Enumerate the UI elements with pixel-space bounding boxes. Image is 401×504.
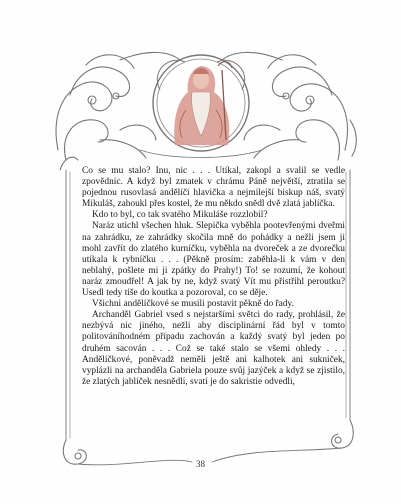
page-number: 38 (196, 459, 205, 469)
paragraph: Naráz utichl všechen hluk. Slepička vyběhla pootevřenými dveřmi na zahrádku, ze zahrádky skočila mně do pohádky a nežli jsem ji mohl zavřít do zlatého kurníčku, vyběhla na dvoreček a ze dvorečku utíkala k rybníčku . . . (Pěkně prosím: zaběhla-li k vám v den neblahý, pošlete mi ji zpátky do Prahy!) To! se rozumí, že kohout naráz zmoudřel! A jak by ne, když svatý Vít mu přistřihl peroutku? Usedl tedy tiše do koutka a pozoroval, co se děje. (82, 221, 345, 299)
body-text (82, 166, 345, 388)
paragraph: Co se mu stalo? Inu, nic . . . Utíkal, zakopl a svalil se vedle zpovědnic. A když byl zmatek v chrámu Páně největší, ztratila se pojednou rusovlasá andělíčí hlavička a nejmilejší biskup náš, svatý Mikuláš, zahoukl přes kostel, že mu někdo snědl dvě zlatá jablíčka. (82, 166, 345, 210)
saint-illustration (174, 62, 232, 145)
paragraph: Kdo to byl, co tak svatého Mikuláše rozzlobil? (92, 210, 268, 221)
paragraph: Všichni andělíčkové se musili postavit pěkně do řady. (92, 299, 294, 310)
paragraph: Archanděl Gabriel vsed s nejstaršími světci do rady, prohlásil, že nezbývá nic jiného, nežli aby disciplinární řád byl v tomto politováníhodném případu zachován a každý svatý byl jeden po druhém sacován . . . Což se také stalo se všemi ohledy . . . Andělíčkové, poněvadž neměli ještě ani kalhotek ani sukniček, vyplázli na archanděla Gabriela pouze svůj jazýček a když se zjistilo, že zlatých jablíček nesnědli, svatí je do sakristie odvedli, (82, 310, 345, 387)
